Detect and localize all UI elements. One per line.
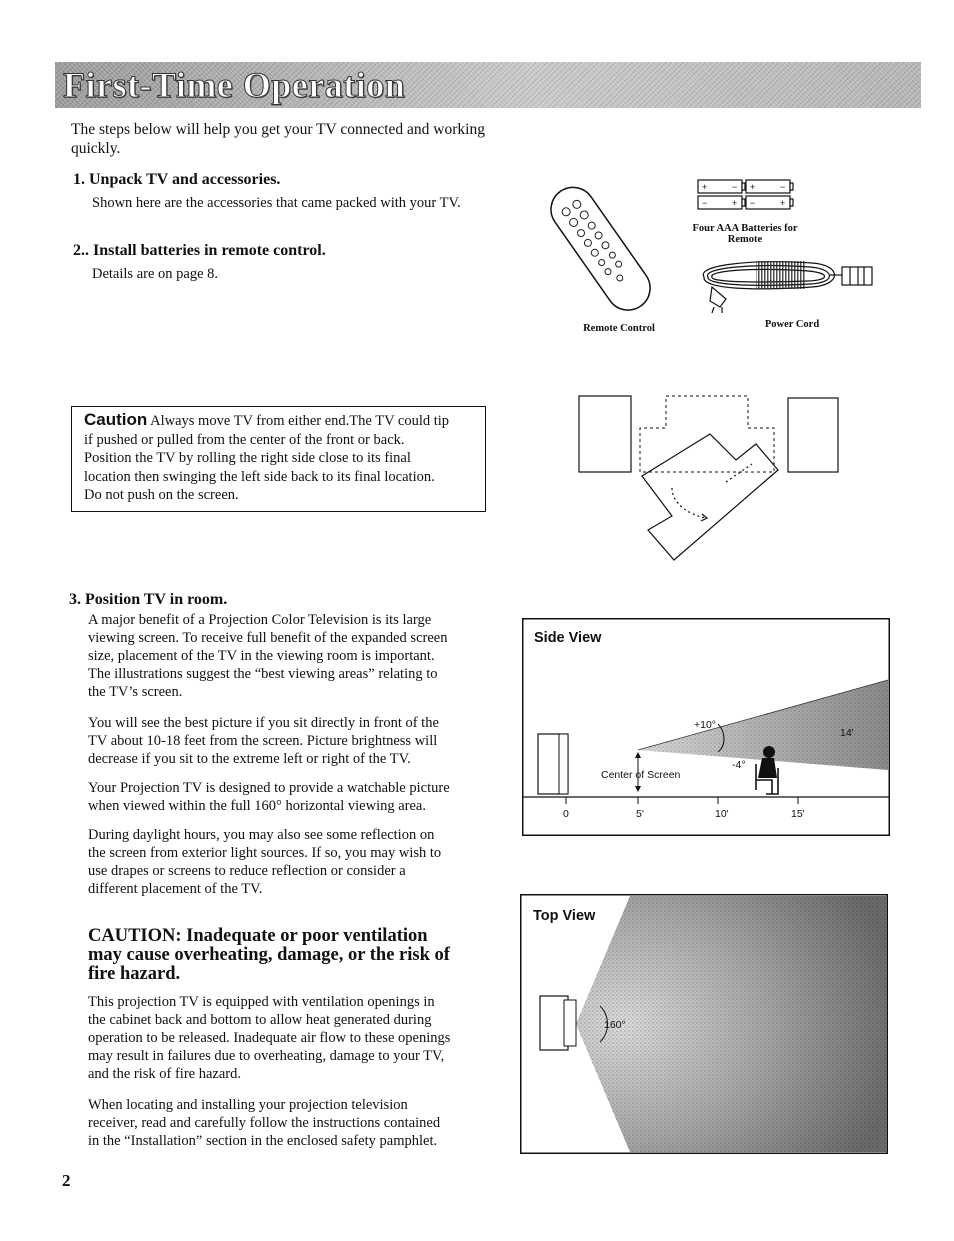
svg-text:−: − — [750, 198, 756, 208]
title-banner — [55, 62, 921, 108]
svg-text:+: + — [702, 182, 708, 192]
tick-label: 5' — [636, 808, 644, 820]
remote-control-illustration — [548, 172, 658, 322]
step3-para4: During daylight hours, you may also see some reflection on the screen from exterior light sources. If so, you may wish to use drapes or screens to reduce reflection or consider a different placement of the TV. — [88, 827, 442, 897]
step2-number: 2. — [73, 242, 85, 259]
step3-title: Position TV in room. — [85, 591, 228, 608]
page-title: First-Time Operation — [63, 65, 406, 105]
top-view-title: Top View — [533, 908, 596, 924]
ventilation-caution-title: CAUTION: Inadequate or poor ventilation may cause overheating, damage, or the risk of fire hazard. — [88, 926, 450, 984]
tv-moving-diagram — [576, 390, 842, 566]
angle-down-label: -4° — [732, 759, 746, 771]
caution-box: Caution Always move TV from either end.The TV could tip if pushed or pulled from the center of the front or back. Position the TV by rolling the right side close to its final location then swinging the left side back to its final location. Do not push on the screen. — [71, 406, 486, 512]
intro-text: The steps below will help you get your TV connected and working quickly. — [71, 121, 485, 157]
tick-label: 10' — [715, 808, 729, 820]
remote-control-label: Remote Control — [583, 323, 655, 334]
step2-text: Details are on page 8. — [92, 266, 219, 282]
caution-word: Caution — [84, 410, 148, 429]
batteries-label: Four AAA Batteries for Remote — [692, 223, 798, 245]
svg-text:+: + — [750, 182, 756, 192]
svg-text:−: − — [702, 198, 708, 208]
power-cord-illustration — [692, 255, 878, 317]
step2-heading — [73, 242, 326, 260]
side-view-diagram — [522, 618, 890, 836]
ventilation-para2: When locating and installing your projection television receiver, read and carefully follow the instructions contained in the “Installation” section in the enclosed safety pamphlet. — [88, 1097, 441, 1149]
ventilation-para1: This projection TV is equipped with ventilation openings in the cabinet back and bottom to allow heat generated during operation to be released. Inadequate air flow to these openings may result in failures due to overheating, damage to your TV, and the risk of fire hazard. — [88, 994, 451, 1082]
step3-para1: A major benefit of a Projection Color Television is its large viewing screen. To receive full benefit of the expanded screen size, placement of the TV in the viewing room is important. The illustrations suggest the “best viewing areas” relating to the TV’s screen. — [88, 612, 448, 700]
step1-heading — [73, 171, 280, 189]
svg-text:+: + — [732, 198, 738, 208]
step2-title: . Install batteries in remote control. — [85, 242, 326, 259]
center-of-screen-label: Center of Screen — [601, 769, 681, 781]
batteries-illustration — [696, 178, 796, 212]
step1-text: Shown here are the accessories that came packed with your TV. — [92, 195, 461, 211]
height-label: 14' — [840, 727, 854, 739]
step3-heading — [69, 591, 227, 609]
step3-number: 3. — [69, 591, 81, 608]
svg-text:−: − — [780, 182, 786, 192]
side-view-title: Side View — [534, 630, 602, 646]
svg-text:−: − — [732, 182, 738, 192]
svg-text:+: + — [780, 198, 786, 208]
viewing-angle-label: 160° — [604, 1019, 626, 1031]
power-cord-label: Power Cord — [764, 319, 820, 330]
top-view-diagram — [520, 894, 888, 1154]
tick-label: 15' — [791, 808, 805, 820]
angle-up-label: +10° — [694, 719, 717, 731]
step3-para2: You will see the best picture if you sit directly in front of the TV about 10-18 feet from the screen. Picture brightness will decrease if you sit to the extreme left or right of the TV. — [88, 715, 439, 767]
step1-title: Unpack TV and accessories. — [89, 171, 281, 188]
page-number: 2 — [62, 1171, 71, 1190]
step1-number: 1. — [73, 171, 85, 188]
step3-para3: Your Projection TV is designed to provide a watchable picture when viewed within the full 160° horizontal viewing area. — [88, 780, 450, 814]
tick-label: 0 — [563, 808, 569, 820]
